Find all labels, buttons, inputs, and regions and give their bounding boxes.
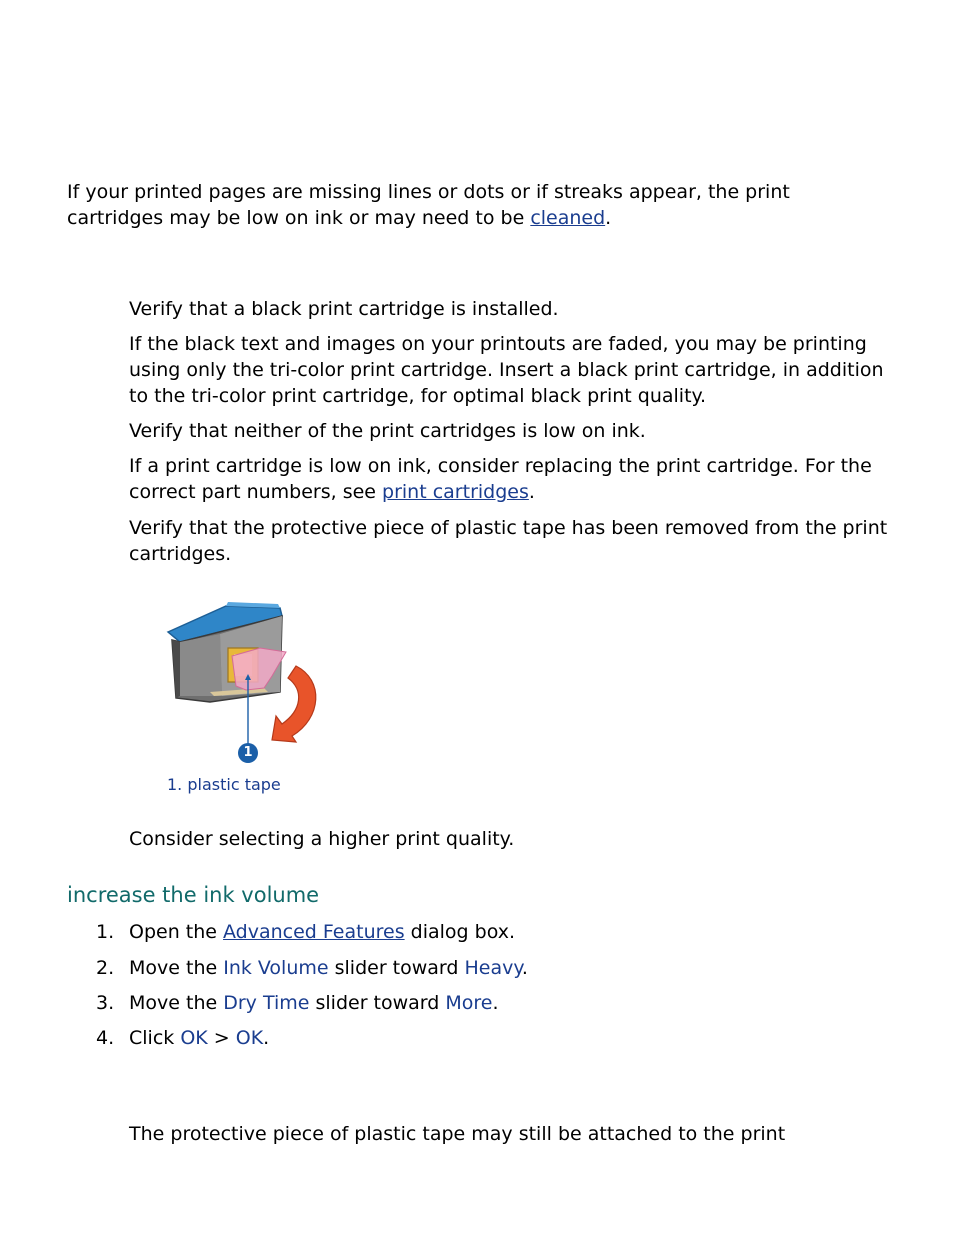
step-text-part: > — [207, 1027, 236, 1049]
more-term: More — [445, 992, 493, 1014]
tape-note: The protective piece of plastic tape may still be attached to the print — [129, 1123, 786, 1145]
step-text-part: . — [521, 957, 528, 979]
step-4 — [96, 1025, 896, 1051]
ok-term: OK — [235, 1027, 264, 1049]
check-black-installed: Verify that a black print cartridge is installed. — [129, 298, 559, 320]
intro-period: . — [605, 207, 612, 229]
step-number: 2. — [96, 957, 115, 979]
step-1 — [96, 919, 896, 945]
step-number: 1. — [96, 921, 115, 943]
step-text — [129, 1025, 269, 1051]
higher-quality-text: Consider selecting a higher print quality. — [129, 828, 515, 850]
figure-caption: 1. plastic tape — [167, 775, 281, 794]
advanced-features-link[interactable]: Advanced Features — [223, 921, 405, 943]
callout-marker — [238, 743, 258, 763]
replace-cartridge-text — [129, 453, 889, 505]
step-text-part: Move the — [129, 992, 224, 1014]
print-cartridges-link[interactable]: print cartridges — [382, 481, 529, 503]
check-tape-removed: Verify that the protective piece of plastic tape has been removed from the print cartridges. — [129, 517, 888, 565]
step-number: 4. — [96, 1027, 115, 1049]
ok-term: OK — [180, 1027, 208, 1049]
step-text-part: . — [492, 992, 499, 1014]
intro-text: If your printed pages are missing lines or dots or if streaks appear, the print cartridges may be low on ink or may need to be — [67, 181, 790, 229]
check-low-ink: Verify that neither of the print cartridges is low on ink. — [129, 420, 646, 442]
step-text — [129, 955, 528, 981]
step-number: 3. — [96, 992, 115, 1014]
intro-paragraph — [67, 179, 867, 231]
heavy-term: Heavy — [464, 957, 522, 979]
step-text-part: . — [263, 1027, 270, 1049]
step-text — [129, 990, 499, 1016]
replace-text: If a print cartridge is low on ink, consider replacing the print cartridge. For the correct part numbers, see — [129, 455, 872, 503]
cartridge-illustration — [164, 600, 326, 768]
step-text-part: Open the — [129, 921, 224, 943]
step-text-part: dialog box. — [404, 921, 516, 943]
step-3 — [96, 990, 896, 1016]
step-text-part: Click — [129, 1027, 181, 1049]
cleaned-link[interactable]: cleaned — [530, 207, 606, 229]
callout-number: 1 — [243, 745, 253, 760]
replace-period: . — [528, 481, 535, 503]
step-text-part: slider toward — [328, 957, 465, 979]
ink-volume-term: Ink Volume — [223, 957, 329, 979]
step-text-part: slider toward — [309, 992, 446, 1014]
step-2 — [96, 955, 896, 981]
step-text — [129, 919, 515, 945]
section-heading: increase the ink volume — [67, 883, 320, 907]
faded-text-explanation: If the black text and images on your printouts are faded, you may be printing using only the tri-color print cartridge. Insert a black print cartridge, in addition to the tri-color print cartridge, for optimal black print quality. — [129, 333, 884, 407]
dry-time-term: Dry Time — [223, 992, 310, 1014]
step-text-part: Move the — [129, 957, 224, 979]
